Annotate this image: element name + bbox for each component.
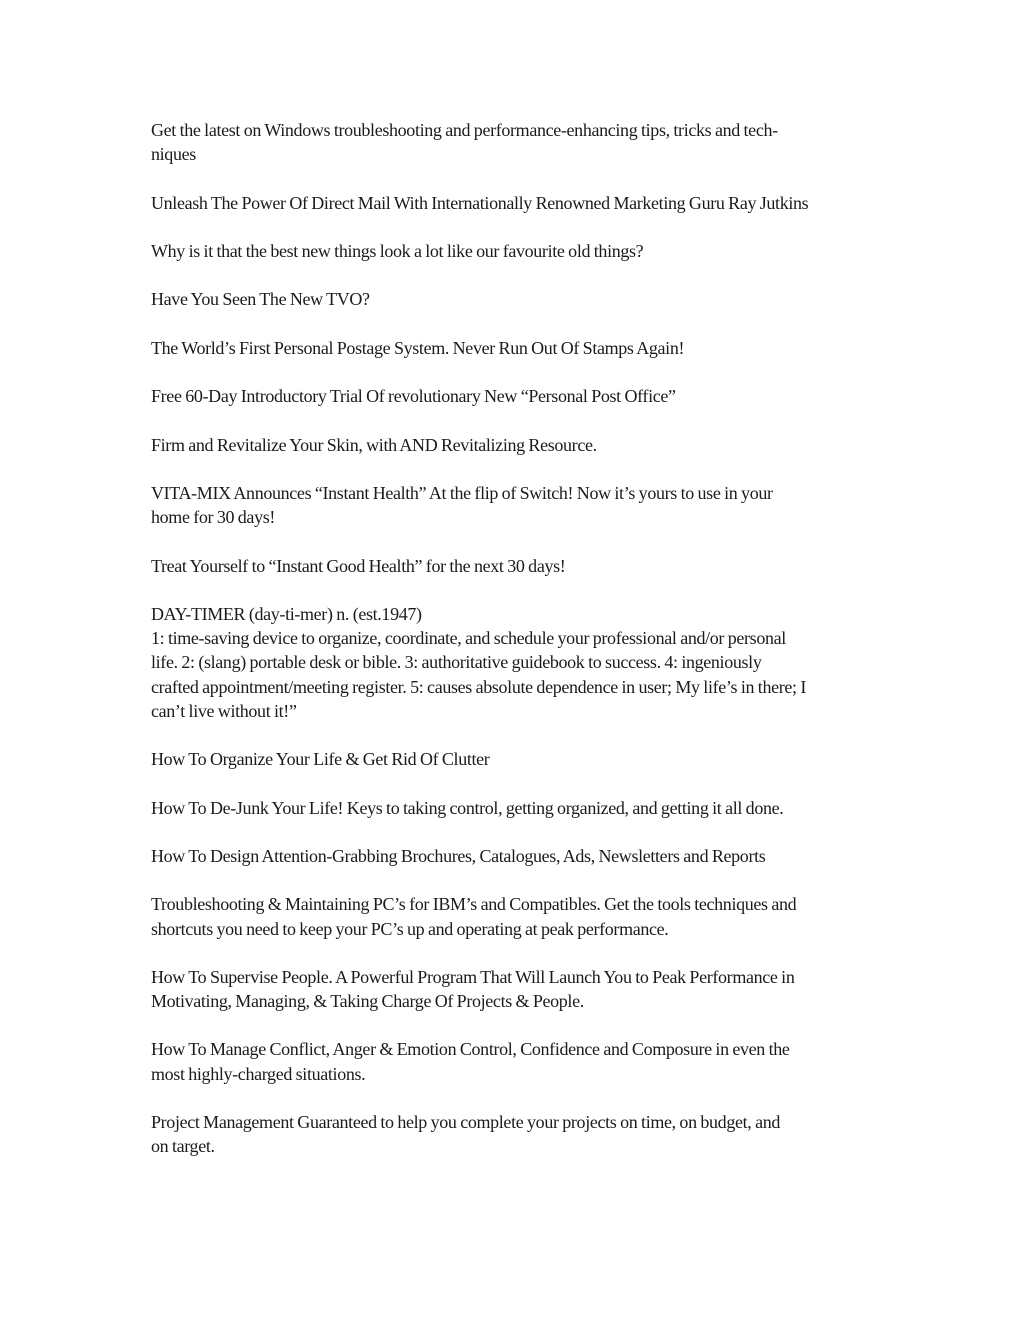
paragraph-post-office-trial: Free 60-Day Introductory Trial Of revolutionary New “Personal Post Office” — [151, 386, 676, 407]
paragraph-tvo: Have You Seen The New TVO? — [151, 289, 370, 310]
paragraph-vita-mix: VITA-MIX Announces “Instant Health” At the flip of Switch! Now it’s yours to use in your home for 30 days! — [151, 482, 773, 528]
paragraph-good-health: Treat Yourself to “Instant Good Health” for the next 30 days! — [151, 555, 566, 576]
paragraph-new-things: Why is it that the best new things look a lot like our favourite old things? — [151, 240, 644, 261]
paragraph-supervise-people: How To Supervise People. A Powerful Program That Will Launch You to Peak Performance in Motivating, Managing, & Taking Charge Of Projects & People. — [151, 966, 795, 1012]
paragraph-organize-life: How To Organize Your Life & Get Rid Of Clutter — [151, 749, 490, 770]
paragraph-design-brochures: How To Design Attention-Grabbing Brochures, Catalogues, Ads, Newsletters and Reports — [151, 845, 766, 866]
paragraph-skin: Firm and Revitalize Your Skin, with AND Revitalizing Resource. — [151, 434, 597, 455]
paragraph-de-junk: How To De-Junk Your Life! Keys to taking control, getting organized, and getting it all done. — [151, 797, 784, 818]
paragraph-project-management: Project Management Guaranteed to help you complete your projects on time, on budget, and on target. — [151, 1112, 781, 1157]
paragraph-manage-conflict: How To Manage Conflict, Anger & Emotion Control, Confidence and Composure in even the most highly-charged situations. — [151, 1039, 790, 1084]
paragraph-pc-troubleshooting: Troubleshooting & Maintaining PC’s for IBM’s and Compatibles. Get the tools techniques and shortcuts you need to keep your PC’s up and operating at peak performance. — [151, 894, 797, 939]
paragraph-day-timer: DAY-TIMER (day-ti-mer) n. (est.1947) 1: time-saving device to organize, coordinate, and schedule your professional and/or personal life. 2: (slang) portable desk or bible. 3: authoritative guidebook to success. 4: ingeniously crafted appointment/meeting register. 5: causes absolute dependence in user; My life’s in there; I can’t live without it!” — [151, 603, 806, 721]
paragraph-postage-system: The World’s First Personal Postage System. Never Run Out Of Stamps Again! — [151, 337, 685, 358]
paragraph-direct-mail: Unleash The Power Of Direct Mail With Internationally Renowned Marketing Guru Ray Jutkins — [151, 192, 809, 213]
paragraph-windows-tips: Get the latest on Windows troubleshooting and performance-enhancing tips, tricks and tech- niques — [151, 120, 778, 165]
document-body — [151, 118, 881, 1183]
